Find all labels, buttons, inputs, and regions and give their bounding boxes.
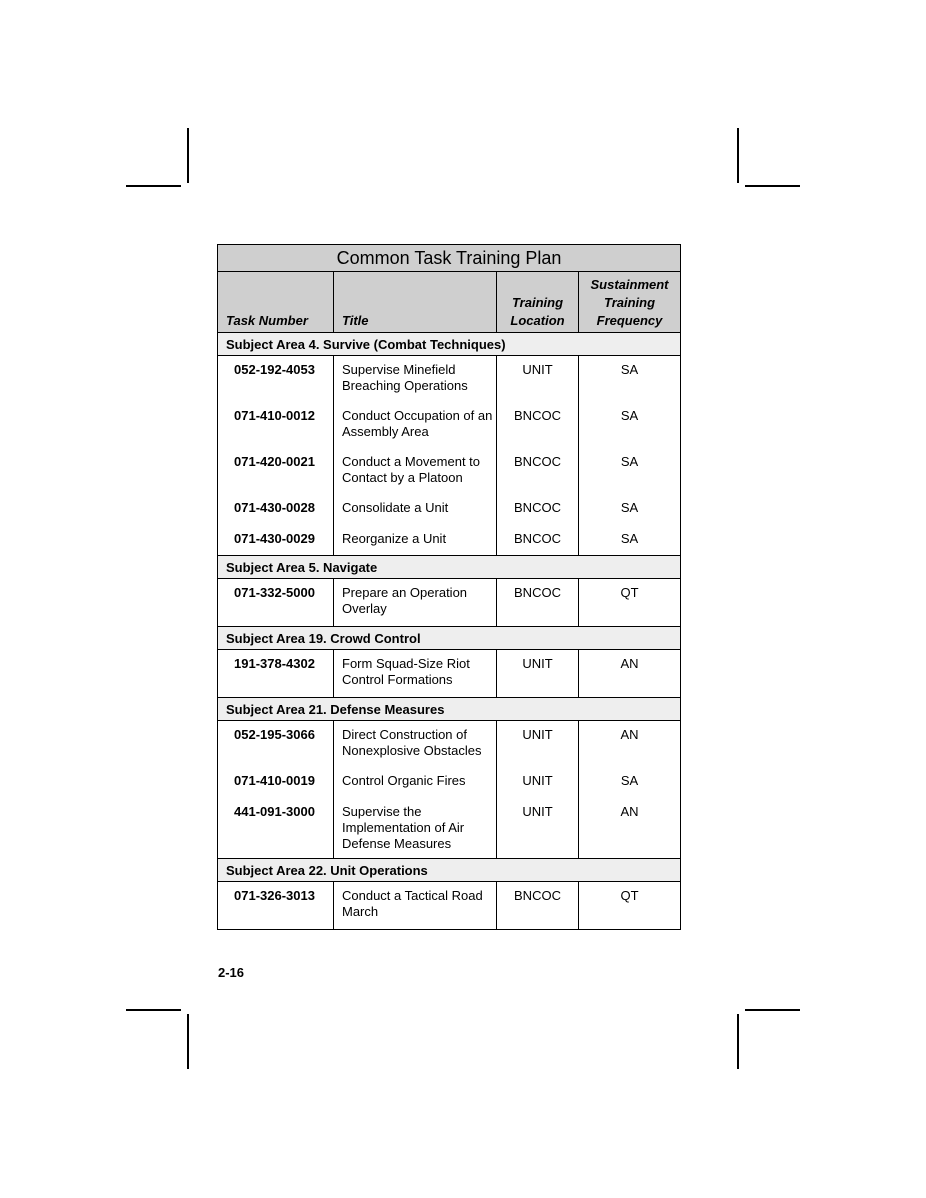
col-header-task-number: Task Number (218, 272, 334, 333)
training-location: BNCOC (497, 402, 579, 448)
task-number: 071-430-0029 (218, 525, 334, 556)
sustainment-frequency: SA (579, 494, 681, 525)
sustainment-frequency: SA (579, 448, 681, 494)
task-title: Reorganize a Unit (334, 525, 497, 556)
col-header-title: Title (334, 272, 497, 333)
task-number: 071-332-5000 (218, 579, 334, 627)
crop-mark-tr-v (737, 128, 739, 183)
task-title: Conduct Occupation of an Assembly Area (334, 402, 497, 448)
training-location: BNCOC (497, 494, 579, 525)
table-title: Common Task Training Plan (218, 245, 681, 272)
task-number: 071-410-0019 (218, 767, 334, 798)
task-number: 052-195-3066 (218, 721, 334, 768)
page-number: 2-16 (218, 965, 245, 980)
training-location: BNCOC (497, 448, 579, 494)
sustainment-frequency: AN (579, 650, 681, 698)
subject-area-heading: Subject Area 19. Crowd Control (218, 627, 681, 650)
crop-mark-tl-h (126, 185, 181, 187)
sustainment-frequency: SA (579, 356, 681, 403)
col-header-freq-line3: Frequency (596, 313, 663, 328)
subject-area-heading: Subject Area 5. Navigate (218, 556, 681, 579)
task-title: Conduct a Tactical Road March (334, 882, 497, 930)
sustainment-frequency: SA (579, 525, 681, 556)
col-header-training-location (497, 272, 579, 333)
crop-mark-br-h (745, 1009, 800, 1011)
task-title: Supervise the Implementation of Air Defense Measures (334, 798, 497, 859)
training-plan-table (217, 244, 681, 930)
training-location: UNIT (497, 721, 579, 768)
col-header-location-line2: Location (510, 313, 565, 328)
subject-area-heading: Subject Area 4. Survive (Combat Techniques) (218, 333, 681, 356)
task-number: 052-192-4053 (218, 356, 334, 403)
training-location: BNCOC (497, 579, 579, 627)
crop-mark-bl-v (187, 1014, 189, 1069)
crop-mark-tr-h (745, 185, 800, 187)
training-location: UNIT (497, 767, 579, 798)
crop-mark-bl-h (126, 1009, 181, 1011)
task-number: 191-378-4302 (218, 650, 334, 698)
task-number: 071-430-0028 (218, 494, 334, 525)
col-header-location-line1: Training (511, 295, 564, 310)
task-number: 441-091-3000 (218, 798, 334, 859)
subject-area-heading: Subject Area 22. Unit Operations (218, 859, 681, 882)
sustainment-frequency: QT (579, 579, 681, 627)
task-title: Control Organic Fires (334, 767, 497, 798)
task-title: Supervise Minefield Breaching Operations (334, 356, 497, 403)
sustainment-frequency: AN (579, 721, 681, 768)
sustainment-frequency: SA (579, 767, 681, 798)
subject-area-heading: Subject Area 21. Defense Measures (218, 698, 681, 721)
sustainment-frequency: SA (579, 402, 681, 448)
sustainment-frequency: QT (579, 882, 681, 930)
task-number: 071-410-0012 (218, 402, 334, 448)
col-header-freq-line2: Training (603, 295, 656, 310)
training-location: UNIT (497, 650, 579, 698)
crop-mark-tl-v (187, 128, 189, 183)
training-location: UNIT (497, 356, 579, 403)
task-title: Consolidate a Unit (334, 494, 497, 525)
task-title: Form Squad-Size Riot Control Formations (334, 650, 497, 698)
training-location: BNCOC (497, 525, 579, 556)
task-title: Prepare an Operation Overlay (334, 579, 497, 627)
crop-mark-br-v (737, 1014, 739, 1069)
task-title: Conduct a Movement to Contact by a Platoon (334, 448, 497, 494)
training-location: BNCOC (497, 882, 579, 930)
col-header-sustainment-frequency (579, 272, 681, 333)
task-number: 071-326-3013 (218, 882, 334, 930)
sustainment-frequency: AN (579, 798, 681, 859)
col-header-freq-line1: Sustainment (590, 277, 669, 292)
task-title: Direct Construction of Nonexplosive Obstacles (334, 721, 497, 768)
task-number: 071-420-0021 (218, 448, 334, 494)
training-location: UNIT (497, 798, 579, 859)
